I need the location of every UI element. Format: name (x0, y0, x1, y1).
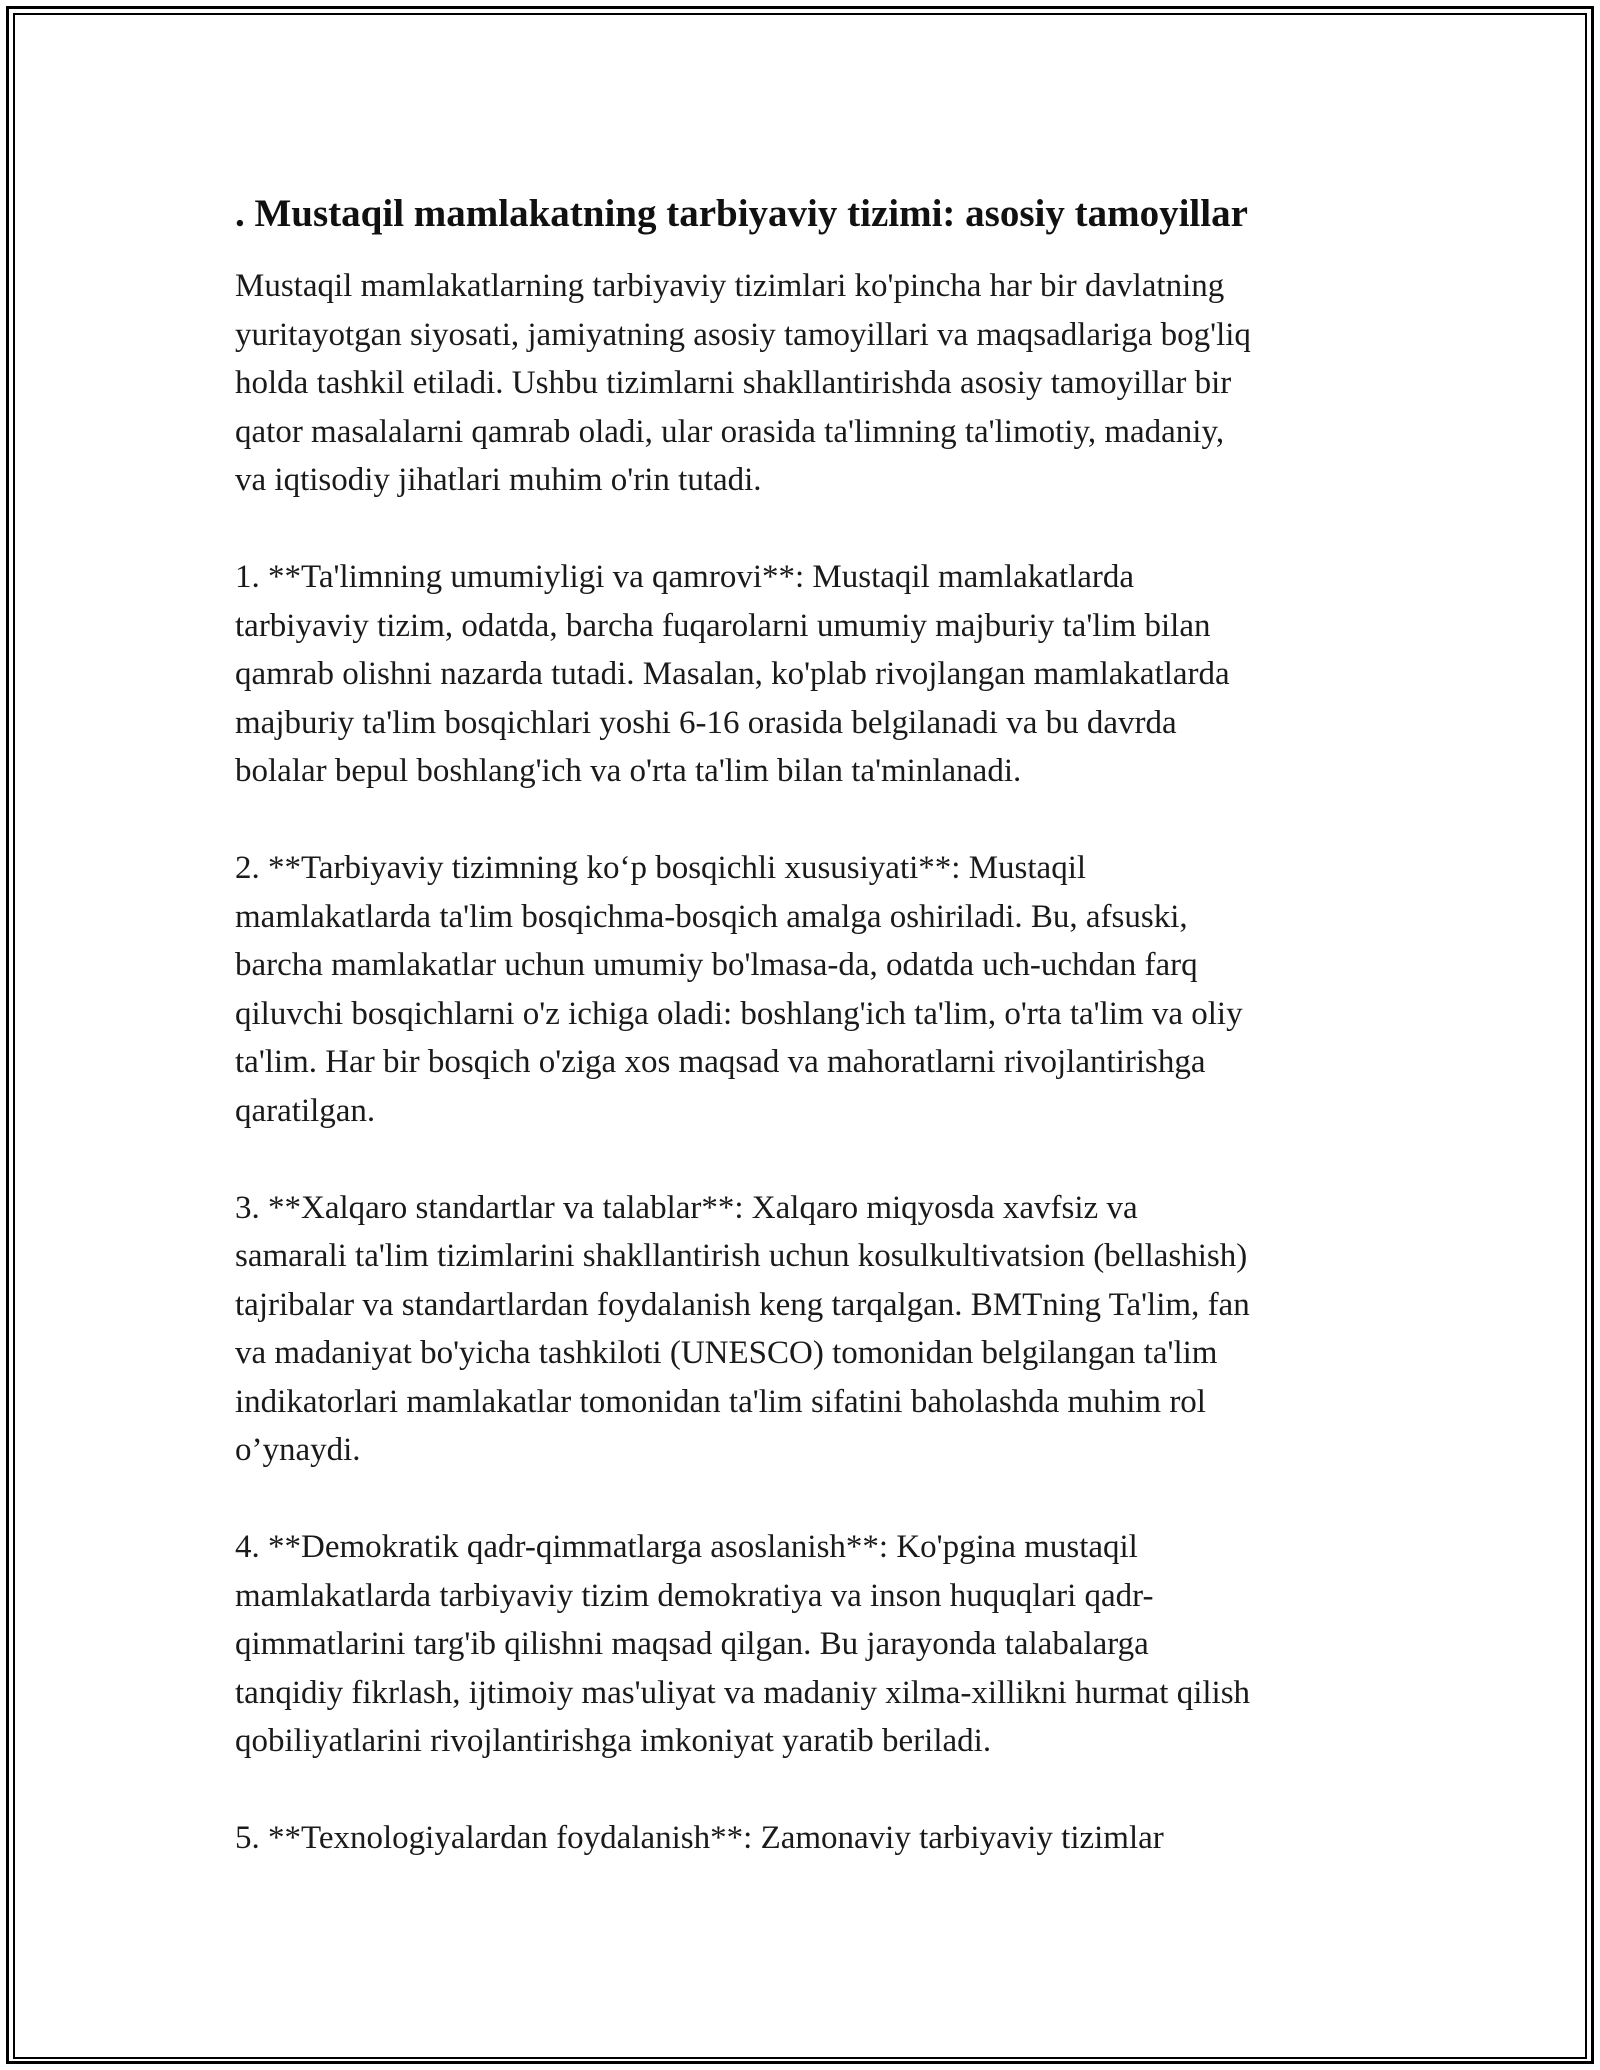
paragraph-item-2: 2. **Tarbiyaviy tizimning ko‘p bosqichli xususiyati**: Mustaqil mamlakatlarda ta'lim bosqichma-bosqich amalga oshiriladi. Bu, afsuski, barcha mamlakatlar uchun umumiy bo'lmasa-da, odatda uch-uchdan farq qiluvchi bosqichlarni o'z ichiga oladi: boshlang'ich ta'lim, o'rta ta'lim va oliy ta'lim. Har bir bosqich o'ziga xos maqsad va mahoratlarni rivojlantirishga qaratilgan. (235, 850, 1243, 1129)
paragraph-item-5: 5. **Texnologiyalardan foydalanish**: Zamonaviy tarbiyaviy tizimlar (235, 1820, 1164, 1856)
document-title: . Mustaqil mamlakatning tarbiyaviy tizimi: asosiy tamoyillar (235, 192, 1248, 235)
paragraph-item-1: 1. **Ta'limning umumiyligi va qamrovi**: Mustaqil mamlakatlarda tarbiyaviy tizim, odatda, barcha fuqarolarni umumiy majburiy ta'lim bilan qamrab olishni nazarda tutadi. Masalan, ko'plab rivojlangan mamlakatlarda majburiy ta'lim bosqichlari yoshi 6-16 orasida belgilanadi va bu davrda bolalar bepul boshlang'ich va o'rta ta'lim bilan ta'minlanadi. (235, 559, 1230, 789)
paragraph-item-3: 3. **Xalqaro standartlar va talablar**: Xalqaro miqyosda xavfsiz va samarali ta'lim tizimlarini shakllantirish uchun kosulkultivatsion (bellashish) tajribalar va standartlardan foydalanish keng tarqalgan. BMTning Ta'lim, fan va madaniyat bo'yicha tashkiloti (UNESCO) tomonidan belgilangan ta'lim indikatorlari mamlakatlar tomonidan ta'lim sifatini baholashda muhim rol o’ynaydi. (235, 1189, 1250, 1468)
document-page (235, 188, 1375, 1911)
paragraph-intro: Mustaqil mamlakatlarning tarbiyaviy tizimlari ko'pincha har bir davlatning yuritayotgan siyosati, jamiyatning asosiy tamoyillari va maqsadlariga bog'liq holda tashkil etiladi. Ushbu tizimlarni shakllantirishda asosiy tamoyillar bir qator masalalarni qamrab oladi, ular orasida ta'limning ta'limotiy, madaniy, va iqtisodiy jihatlari muhim o'rin tutadi. (235, 268, 1251, 498)
paragraph-item-4: 4. **Demokratik qadr-qimmatlarga asoslanish**: Ko'pgina mustaqil mamlakatlarda tarbiyaviy tizim demokratiya va inson huquqlari qadr- qimmatlarini targ'ib qilishni maqsad qilgan. Bu jarayonda talabalarga tanqidiy fikrlash, ijtimoiy mas'uliyat va madaniy xilma-xillikni hurmat qilish qobiliyatlarini rivojlantirishga imkoniyat yaratib beriladi. (235, 1529, 1251, 1759)
